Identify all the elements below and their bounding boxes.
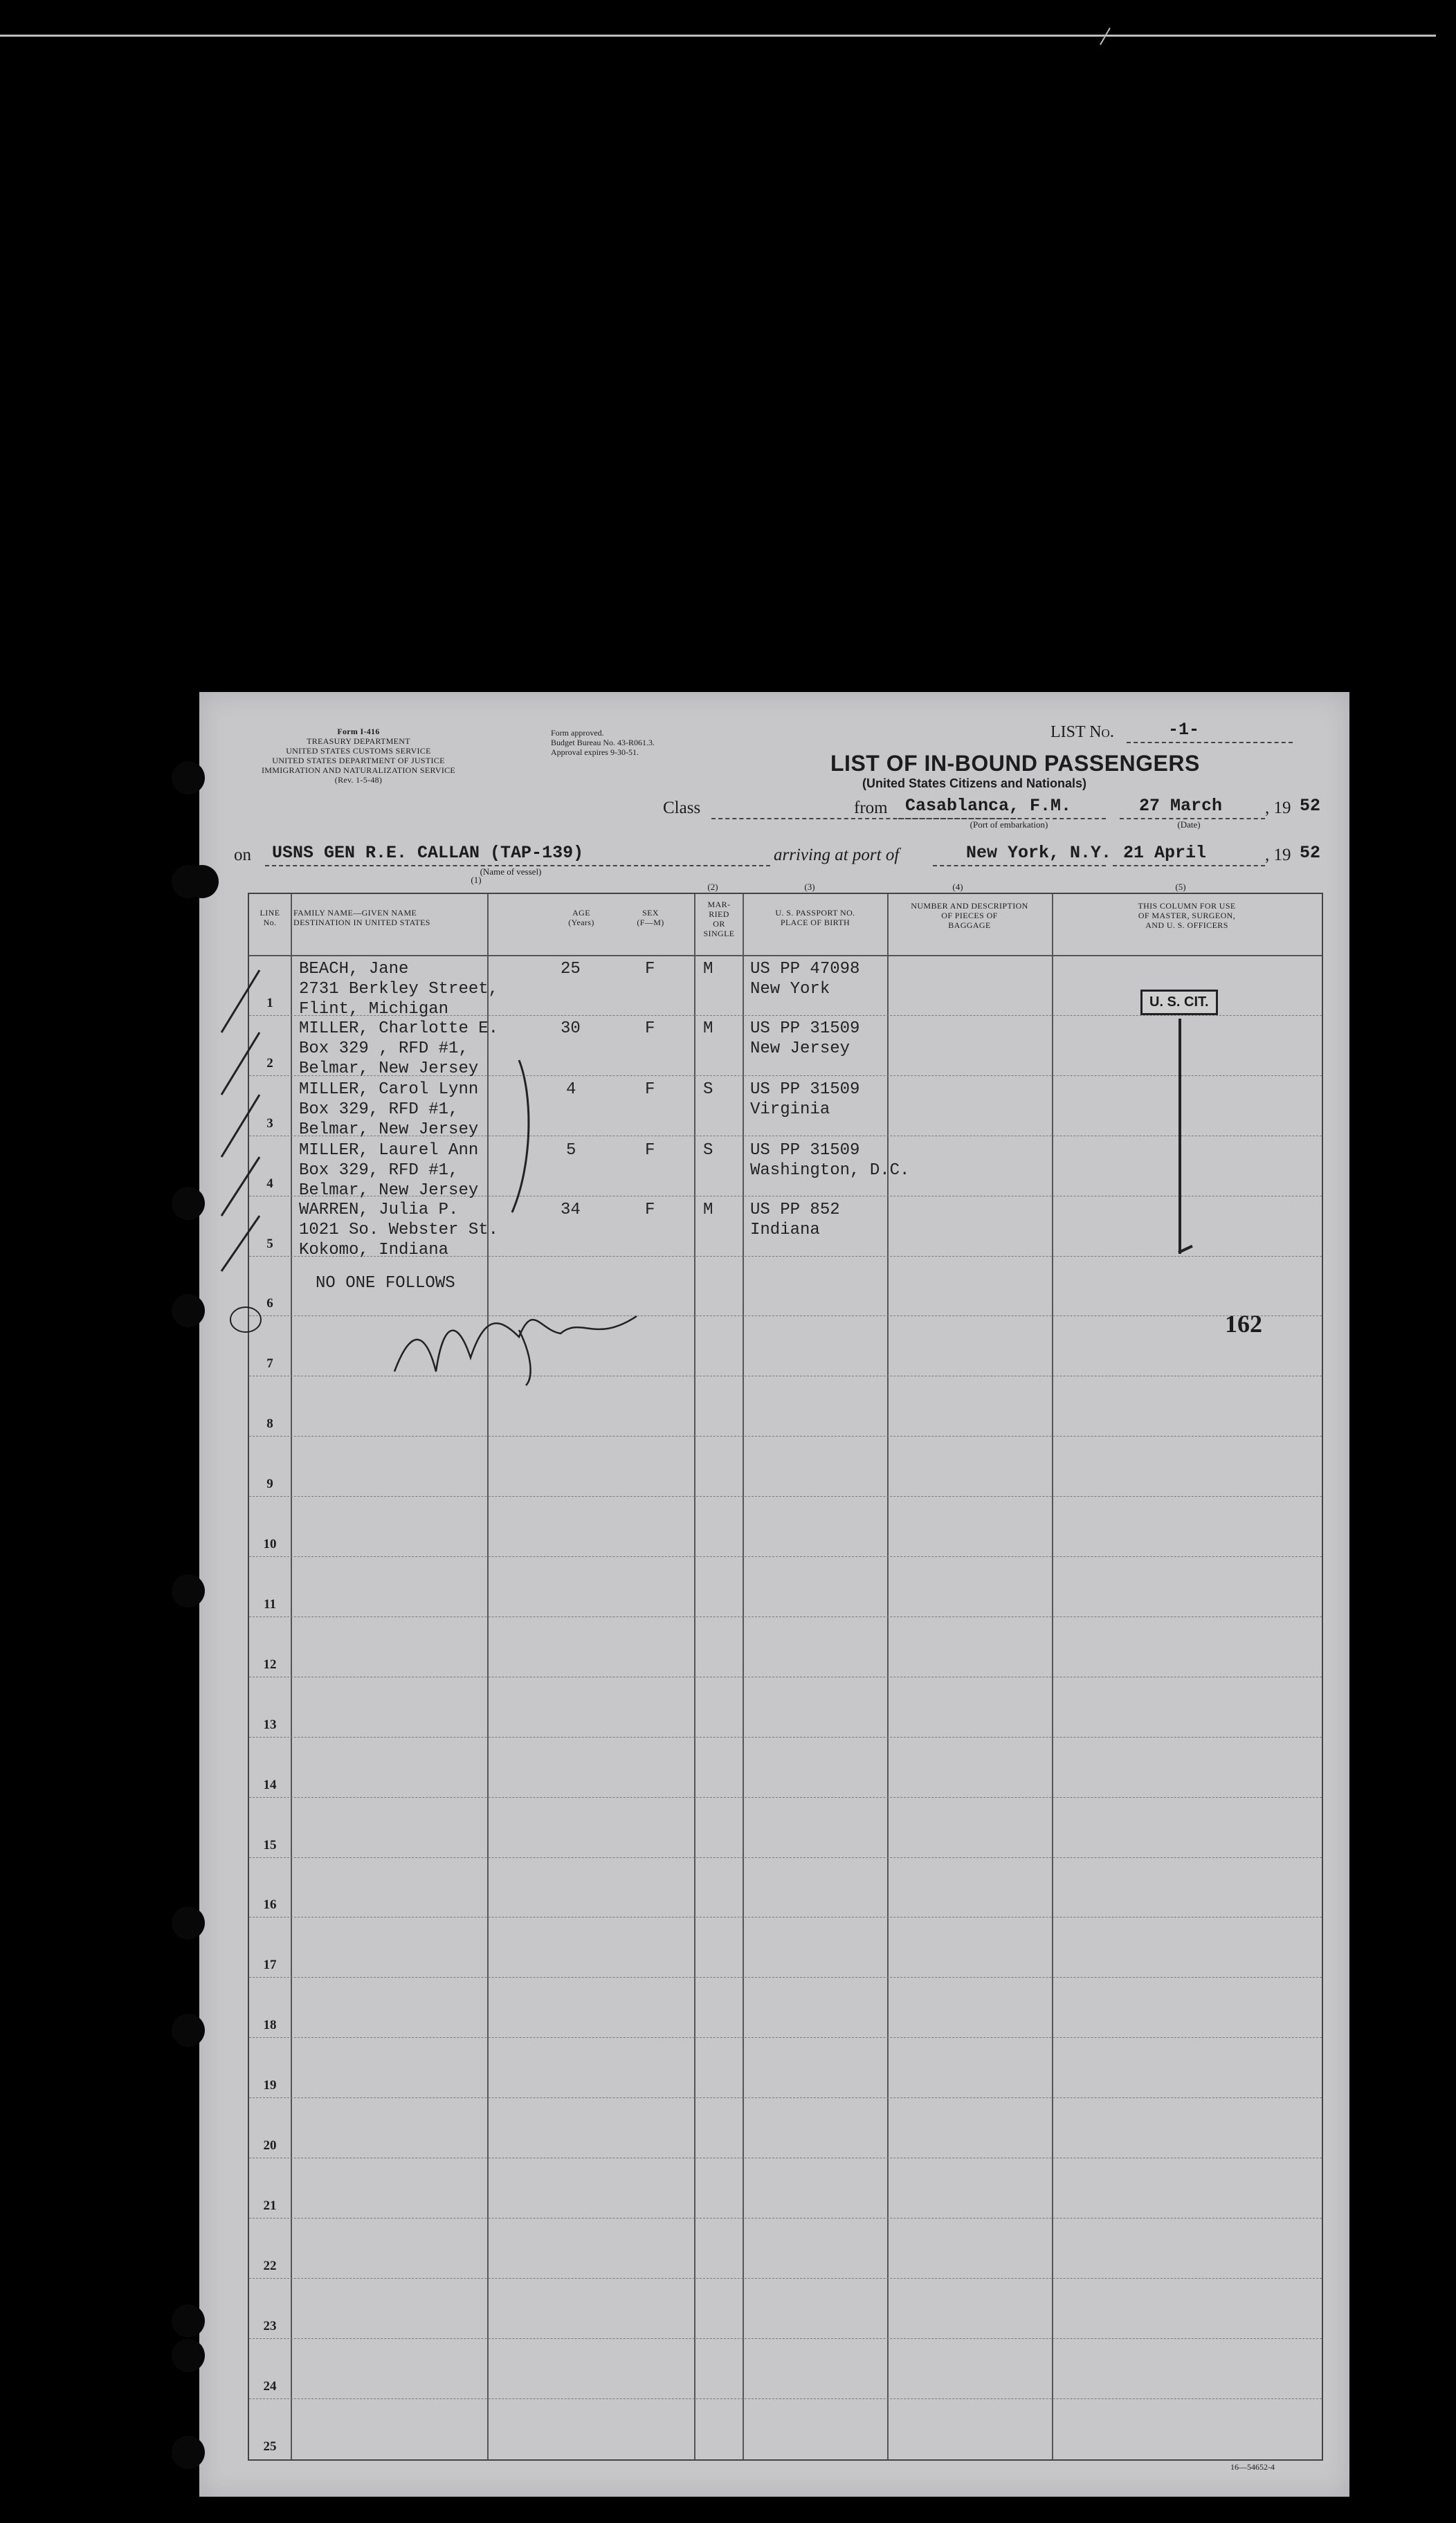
column-number: (4) xyxy=(952,882,963,892)
port-caption: (Port of embarkation) xyxy=(970,819,1048,830)
passenger-sex: F xyxy=(645,1141,655,1160)
footer-code: 16—54652-4 xyxy=(1230,2462,1275,2472)
dept-line: (Rev. 1-5-48) xyxy=(334,775,383,785)
passenger-sex: F xyxy=(645,1019,655,1038)
punch-hole xyxy=(172,1187,205,1220)
line-number: 5 xyxy=(266,1236,273,1251)
col-header-passport: U. S. PASSPORT NO. PLACE OF BIRTH xyxy=(775,908,855,927)
passenger-name: MILLER, Carol Lynn Box 329, RFD #1, Belmar, New Jersey xyxy=(299,1080,479,1139)
dept-line: UNITED STATES CUSTOMS SERVICE xyxy=(286,746,431,756)
punch-hole xyxy=(172,1574,205,1607)
no-one-follows: NO ONE FOLLOWS xyxy=(316,1274,455,1293)
stamp-bracket xyxy=(1179,1019,1181,1254)
punch-hole xyxy=(172,2436,205,2469)
punch-hole xyxy=(172,2014,205,2047)
passenger-age: 25 xyxy=(561,960,581,978)
col-header-name: FAMILY NAME—GIVEN NAME DESTINATION IN UNITED STATES xyxy=(293,908,430,927)
vessel-name: USNS GEN R.E. CALLAN (TAP-139) xyxy=(272,843,584,863)
row-divider xyxy=(249,1797,1322,1798)
check-mark xyxy=(221,970,260,1032)
handwritten-marks xyxy=(208,956,692,1372)
passenger-sex: F xyxy=(645,960,655,978)
check-mark xyxy=(221,1157,260,1216)
dept-line: IMMIGRATION AND NATURALIZATION SERVICE xyxy=(261,765,456,775)
column-number: (1) xyxy=(471,875,482,885)
line-number: 8 xyxy=(266,1417,273,1432)
from-label: from xyxy=(854,799,888,817)
col-header-officers: THIS COLUMN FOR USE OF MASTER, SURGEON, AND U. S. OFFICERS xyxy=(1138,901,1236,930)
circle-mark xyxy=(230,1307,261,1332)
line-number: 21 xyxy=(263,2198,277,2213)
embark-year: 52 xyxy=(1300,796,1321,816)
dept-line: TREASURY DEPARTMENT xyxy=(307,736,410,746)
passenger-age: 30 xyxy=(561,1019,581,1038)
passenger-age: 5 xyxy=(566,1141,576,1160)
line-number: 22 xyxy=(263,2258,277,2273)
page-number-stamp: 162 xyxy=(1225,1310,1262,1338)
check-mark xyxy=(221,1216,260,1271)
signature xyxy=(394,1316,637,1372)
passenger-passport: US PP 31509 New Jersey xyxy=(750,1019,860,1058)
line-number: 6 xyxy=(266,1296,273,1311)
column-number: (3) xyxy=(804,882,815,892)
approval-line: Approval expires 9-30-51. xyxy=(551,747,639,757)
line-number: 10 xyxy=(263,1537,277,1551)
passenger-passport: US PP 852 Indiana xyxy=(750,1201,840,1239)
arrival-date: 21 April xyxy=(1123,843,1207,863)
check-mark xyxy=(221,1095,260,1157)
row-divider xyxy=(249,1977,1322,1978)
row-divider xyxy=(249,1616,1322,1617)
passenger-name: MILLER, Charlotte E. Box 329 , RFD #1, Belmar, New Jersey xyxy=(299,1019,499,1078)
passenger-passport: US PP 31509 Virginia xyxy=(750,1080,860,1119)
passenger-marital: M xyxy=(703,1201,713,1219)
row-divider xyxy=(249,2398,1322,2399)
arrival-year: 52 xyxy=(1300,843,1321,863)
punch-hole xyxy=(185,865,219,898)
passenger-sex: F xyxy=(645,1080,655,1099)
passenger-marital: M xyxy=(703,1019,713,1038)
passenger-marital: M xyxy=(703,960,713,978)
column-number: (2) xyxy=(707,882,718,892)
form-title: LIST OF IN-BOUND PASSENGERS xyxy=(830,751,1200,776)
form-number: Form I-416 xyxy=(337,727,380,736)
passenger-age: 34 xyxy=(561,1201,581,1219)
date-caption: (Date) xyxy=(1177,819,1201,830)
arrival-year-prefix: , 19 xyxy=(1265,846,1291,864)
port-of-embarkation: Casablanca, F.M. xyxy=(905,796,1072,816)
top-border-line xyxy=(0,35,1436,37)
punch-hole xyxy=(172,2339,205,2372)
row-divider xyxy=(249,2037,1322,2038)
bracket-mark xyxy=(512,1060,529,1212)
row-divider xyxy=(249,1857,1322,1858)
passenger-age: 4 xyxy=(566,1080,576,1099)
signature xyxy=(519,1330,531,1385)
line-number: 13 xyxy=(263,1717,277,1732)
passenger-name: BEACH, Jane 2731 Berkley Street, Flint, Michigan xyxy=(299,960,499,1019)
punch-hole xyxy=(172,1294,205,1327)
department-block xyxy=(234,727,483,785)
passenger-passport: US PP 31509 Washington, D.C. xyxy=(750,1141,910,1180)
punch-hole xyxy=(172,2304,205,2338)
col-header-baggage: NUMBER AND DESCRIPTION OF PIECES OF BAGGAGE xyxy=(911,901,1028,930)
punch-hole xyxy=(172,761,205,794)
arrival-port-line xyxy=(933,865,1106,866)
row-divider xyxy=(249,2338,1322,2339)
line-number: 2 xyxy=(266,1055,273,1071)
line-number: 19 xyxy=(263,2078,277,2093)
row-divider xyxy=(249,1436,1322,1437)
list-no-value: -1- xyxy=(1168,720,1200,740)
corner-mark xyxy=(1100,28,1119,50)
line-number: 25 xyxy=(263,2439,277,2454)
line-number: 9 xyxy=(266,1477,273,1492)
class-label: Class xyxy=(663,799,701,817)
line-number: 1 xyxy=(266,995,273,1010)
passenger-name: MILLER, Laurel Ann Box 329, RFD #1, Belmar, New Jersey xyxy=(299,1141,479,1200)
row-divider xyxy=(249,1917,1322,1918)
vessel-caption: (Name of vessel) xyxy=(480,866,542,877)
approval-block xyxy=(551,728,655,757)
line-number: 18 xyxy=(263,2018,277,2033)
row-divider xyxy=(249,2097,1322,2098)
list-no-label: LIST No. xyxy=(1050,723,1114,741)
line-number: 4 xyxy=(266,1176,273,1191)
row-divider xyxy=(249,1496,1322,1497)
line-number: 17 xyxy=(263,1958,277,1973)
col-header-line: LINE No. xyxy=(260,908,280,927)
line-number: 20 xyxy=(263,2138,277,2153)
us-citizen-stamp: U. S. CIT. xyxy=(1140,990,1218,1015)
check-mark xyxy=(221,1032,260,1095)
passenger-marital: S xyxy=(703,1080,713,1099)
column-number: (5) xyxy=(1175,882,1186,892)
arrival-date-line xyxy=(1113,865,1265,866)
approval-line: Form approved. xyxy=(551,728,604,738)
line-number: 14 xyxy=(263,1777,277,1792)
col-header-sex: SEX (F—M) xyxy=(637,908,664,927)
row-divider xyxy=(249,2218,1322,2219)
form-subtitle: (United States Citizens and Nationals) xyxy=(862,776,1087,790)
passenger-sex: F xyxy=(645,1201,655,1219)
approval-line: Budget Bureau No. 43-R061.3. xyxy=(551,738,655,747)
line-number: 11 xyxy=(264,1596,276,1612)
embark-year-prefix: , 19 xyxy=(1265,799,1291,817)
line-number: 7 xyxy=(266,1356,273,1372)
line-number: 3 xyxy=(266,1115,273,1131)
line-number: 15 xyxy=(263,1837,277,1852)
punch-hole xyxy=(172,1906,205,1940)
dept-line: UNITED STATES DEPARTMENT OF JUSTICE xyxy=(272,756,445,765)
line-number: 23 xyxy=(263,2318,277,2333)
arriving-label: arriving at port of xyxy=(774,846,900,864)
col-header-married: MAR- RIED OR SINGLE xyxy=(703,900,735,938)
line-number: 24 xyxy=(263,2378,277,2394)
arrival-port: New York, N.Y. xyxy=(966,843,1112,863)
row-divider xyxy=(249,2278,1322,2279)
line-number: 16 xyxy=(263,1897,277,1913)
manifest-sheet xyxy=(199,692,1349,2497)
passenger-table xyxy=(248,893,1323,2461)
passenger-marital: S xyxy=(703,1141,713,1160)
passenger-name: WARREN, Julia P. 1021 So. Webster St. Kokomo, Indiana xyxy=(299,1201,499,1259)
list-no-line xyxy=(1127,742,1293,743)
col-header-age: AGE (Years) xyxy=(568,908,594,927)
passenger-passport: US PP 47098 New York xyxy=(750,960,860,999)
on-label: on xyxy=(234,846,251,864)
row-divider xyxy=(249,1737,1322,1738)
row-divider xyxy=(249,1556,1322,1557)
embark-date: 27 March xyxy=(1139,796,1223,816)
line-number: 12 xyxy=(263,1657,277,1672)
